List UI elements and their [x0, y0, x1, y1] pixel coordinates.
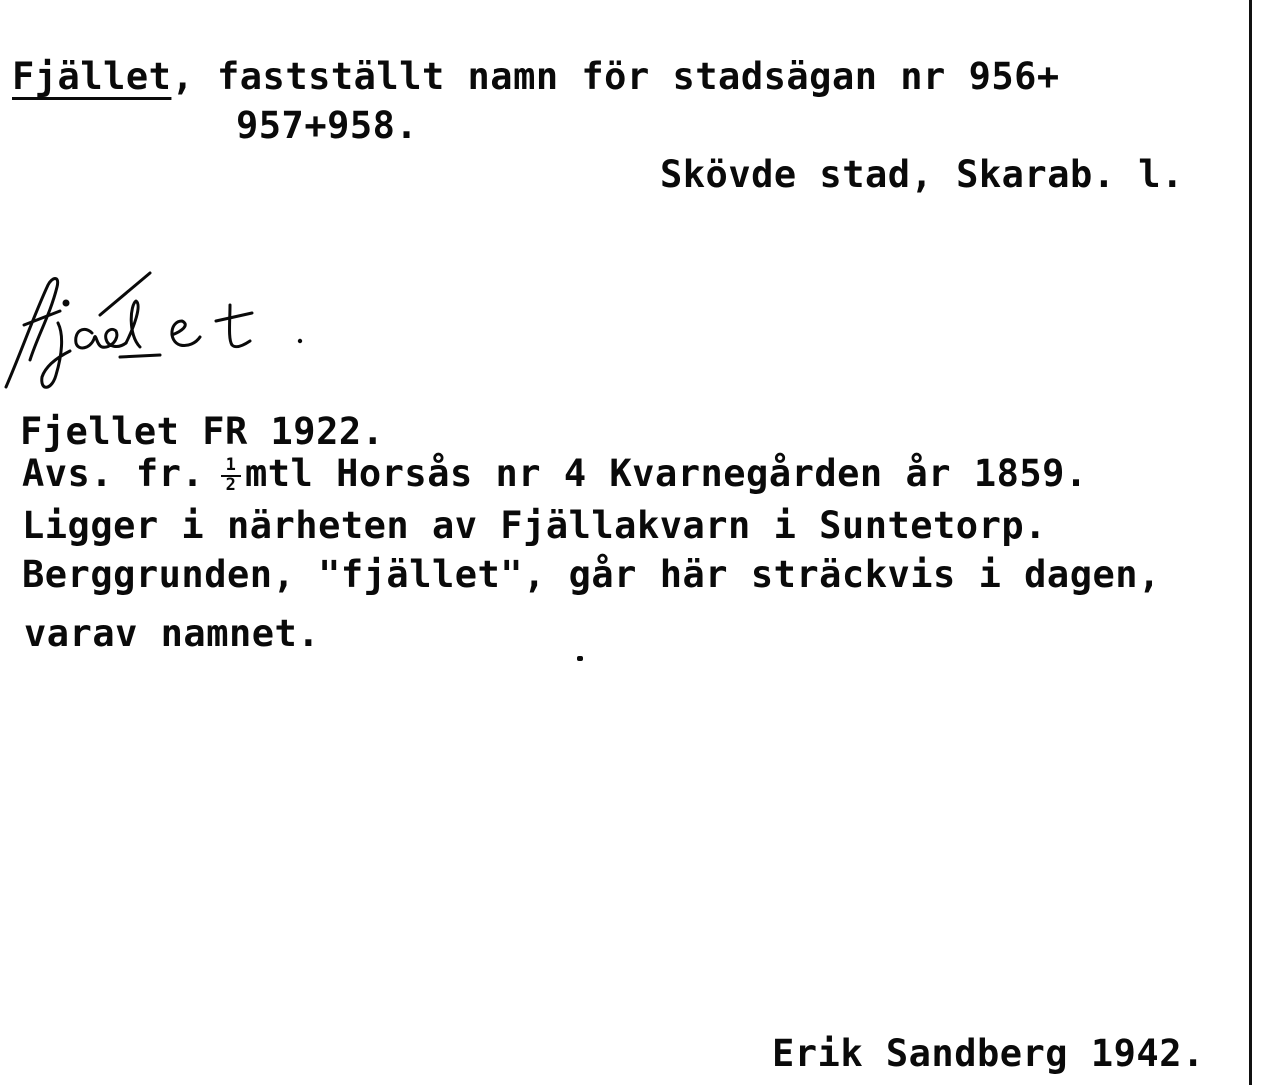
- header-line-2: 957+958.: [236, 104, 419, 147]
- author-signature: Erik Sandberg 1942.: [772, 1032, 1205, 1075]
- header-description: , fastställt namn för stadsägan nr 956+: [171, 55, 1060, 98]
- body-line-4: Berggrunden, "fjället", går här sträckvis i dagen,: [22, 553, 1161, 596]
- location-text: Skövde stad, Skarab. l.: [660, 153, 1184, 196]
- body-line-2-start: Avs. fr.: [22, 452, 227, 495]
- header-line-1: [12, 55, 1060, 99]
- body-line-5: varav namnet.: [24, 612, 321, 655]
- fraction-half: [221, 457, 241, 494]
- body-line-2-end: mtl Horsås nr 4 Kvarnegården år 1859.: [244, 452, 1088, 495]
- handwritten-name-drawing: [0, 265, 310, 400]
- body-line-1: Fjellet FR 1922.: [20, 410, 385, 453]
- fraction-denominator: 2: [225, 475, 237, 495]
- body-line-2: [22, 452, 1088, 496]
- body-line-3: Ligger i närheten av Fjällakvarn i Suntetorp.: [22, 504, 1047, 547]
- ink-speck: [577, 656, 583, 661]
- fraction-numerator: 1: [221, 457, 241, 477]
- place-name: Fjället: [12, 55, 172, 98]
- card-edge: [1249, 0, 1252, 1085]
